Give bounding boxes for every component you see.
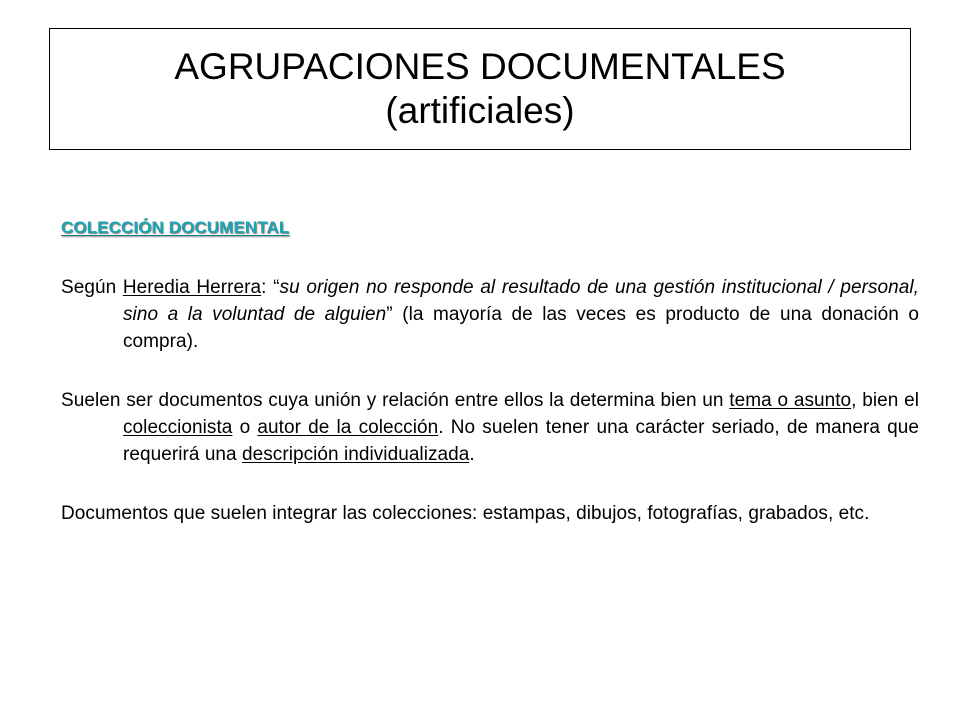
slide-body — [61, 218, 919, 559]
p2-part3: o — [232, 417, 258, 438]
paragraph-examples: Documentos que suelen integrar las colecciones: estampas, dibujos, fotografías, grabados, etc. — [61, 503, 870, 524]
author-reference: Heredia Herrera — [122, 277, 262, 298]
p2-part4: . No suelen tener una carácter seriado, de manera que requerirá una — [123, 417, 919, 465]
underlined-description: descripción individualizada — [242, 444, 470, 465]
p1-after-quote: ” (la mayoría de las veces es producto de una donación o compra). — [123, 304, 919, 352]
p1-colon-quote: : “ — [261, 277, 280, 298]
slide-title-box — [49, 28, 911, 150]
p2-part5: . — [469, 444, 475, 465]
paragraph-definition — [61, 274, 919, 355]
slide-title-line2: (artificiales) — [385, 90, 575, 131]
p2-part2: , bien el — [851, 390, 919, 411]
underlined-collector: coleccionista — [123, 417, 233, 438]
underlined-topic: tema o asunto — [729, 390, 852, 411]
paragraph-characteristics — [61, 387, 919, 468]
p1-lead: Según — [61, 277, 123, 298]
slide-title-line1: AGRUPACIONES DOCUMENTALES — [174, 46, 786, 87]
definition-quote: su origen no responde al resultado de una gestión institucional / personal, sino a la voluntad de alguien — [123, 277, 919, 325]
p2-part1: Suelen ser documentos cuya unión y relación entre ellos la determina bien un — [61, 390, 730, 411]
underlined-author: autor de la colección — [257, 417, 439, 438]
section-heading: COLECCIÓN DOCUMENTAL — [61, 218, 290, 237]
